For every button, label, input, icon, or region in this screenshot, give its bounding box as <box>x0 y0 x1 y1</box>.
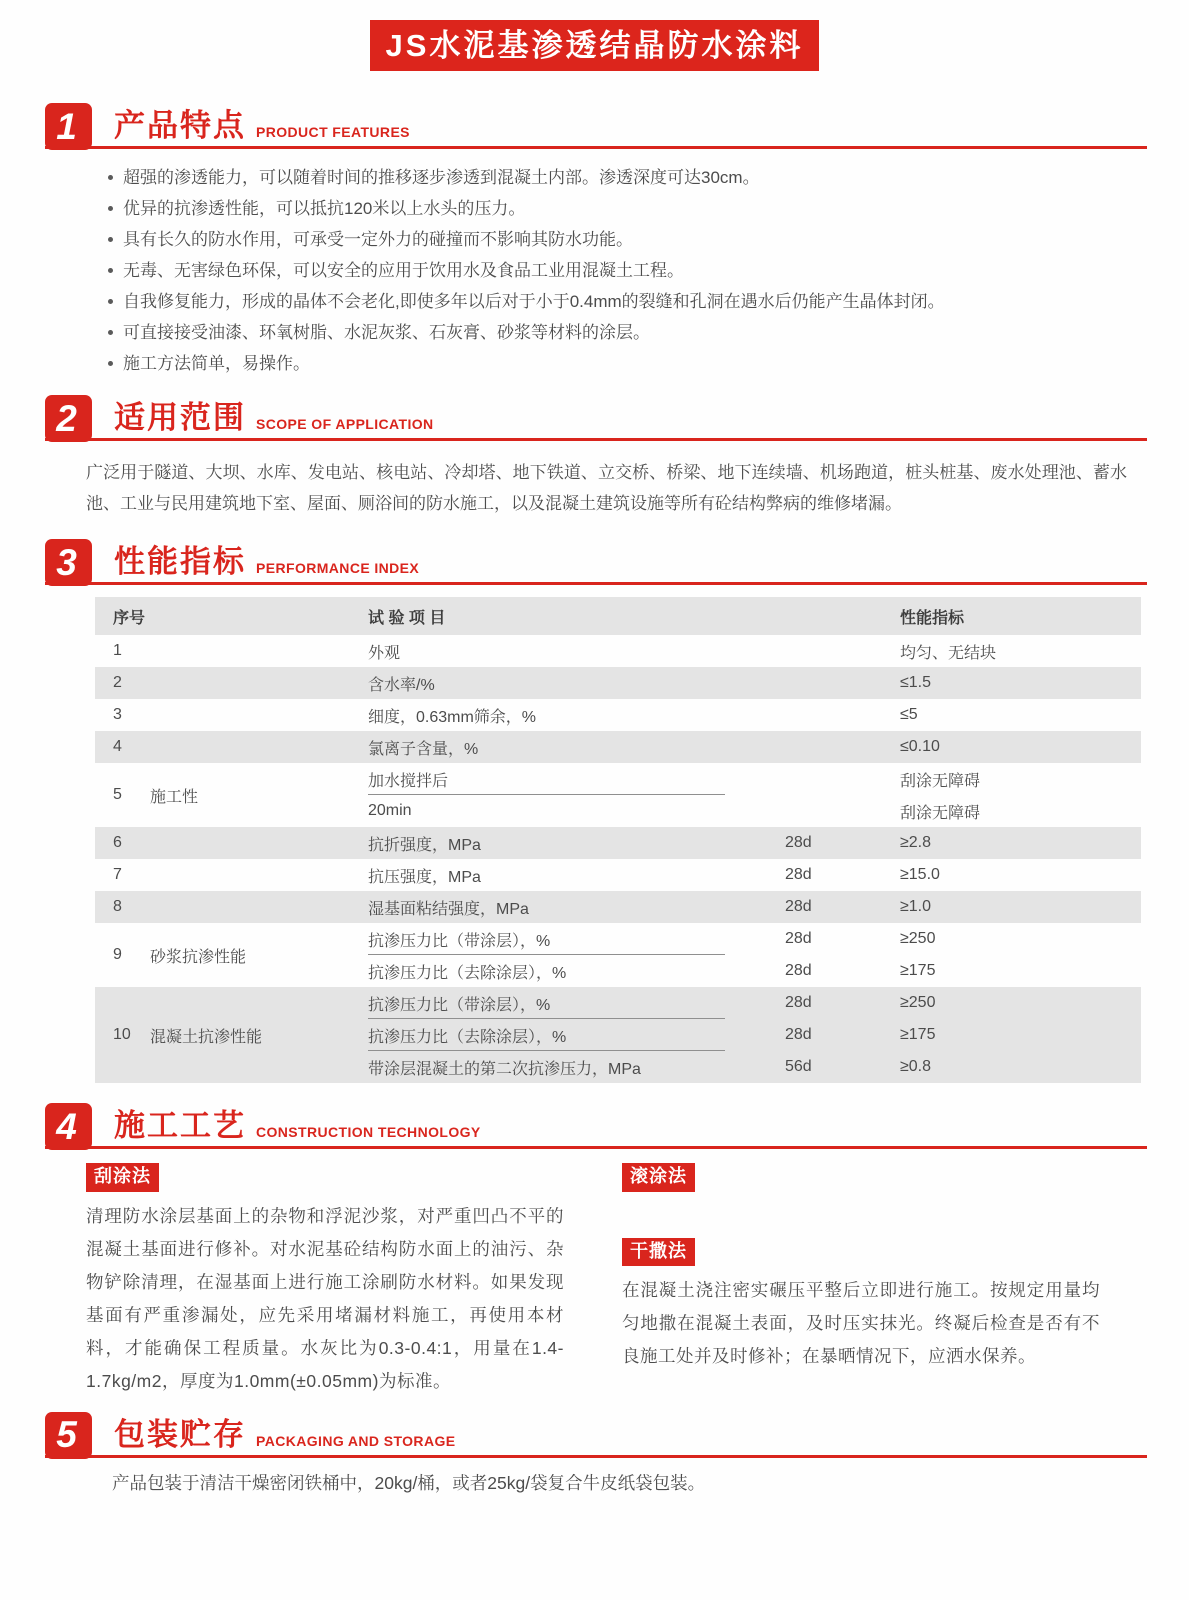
method-badge-roller: 滚涂法 <box>622 1163 695 1192</box>
cell-group <box>150 731 368 763</box>
cell-no: 5 <box>113 786 122 804</box>
cell-item: 抗折强度，MPa <box>368 836 481 854</box>
cell-group <box>150 667 368 699</box>
table-row <box>95 891 1141 923</box>
cell-index: ≥250 <box>900 930 936 948</box>
section-subtitle: SCOPE OF APPLICATION <box>256 416 434 433</box>
method-dry-sprinkle <box>622 1238 1100 1374</box>
cell-age: 28d <box>785 962 812 980</box>
section-title: 产品特点 <box>114 108 246 144</box>
cell-age: 28d <box>785 994 812 1012</box>
cell-age <box>785 635 900 667</box>
cell-no: 1 <box>113 642 122 660</box>
method-right-column <box>622 1163 1100 1398</box>
feature-item: 优异的抗渗透性能，可以抵抗120米以上水头的压力。 <box>106 193 1129 224</box>
section-title: 适用范围 <box>114 400 246 436</box>
cell-group <box>150 891 368 923</box>
section-number: 2 <box>45 395 92 442</box>
method-roller-coating <box>622 1163 1100 1192</box>
packaging-text: 产品包装于清洁干燥密闭铁桶中，20kg/桶，或者25kg/袋复合牛皮纸袋包装。 <box>112 1472 706 1493</box>
header-cell-index: 性能指标 <box>900 609 965 627</box>
section-subtitle: CONSTRUCTION TECHNOLOGY <box>256 1124 481 1141</box>
cell-item: 抗渗压力比（去除涂层），% <box>368 1019 785 1051</box>
cell-age: 28d <box>785 930 812 948</box>
cell-index: ≥175 <box>900 962 936 980</box>
cell-no: 3 <box>113 706 122 724</box>
cell-no: 7 <box>113 866 122 884</box>
section-title: 性能指标 <box>114 544 246 580</box>
section-header-packaging <box>45 1412 1147 1458</box>
section-subtitle: PRODUCT FEATURES <box>256 124 410 141</box>
table-row <box>95 987 1141 1083</box>
feature-item: 可直接接受油漆、环氧树脂、水泥灰浆、石灰膏、砂浆等材料的涂层。 <box>106 317 1129 348</box>
method-scrape-coating <box>86 1163 564 1398</box>
feature-item: 超强的渗透能力，可以随着时间的推移逐步渗透到混凝土内部。渗透深度可达30cm。 <box>106 162 1129 193</box>
scope-text: 广泛用于隧道、大坝、水库、发电站、核电站、冷却塔、地下铁道、立交桥、桥梁、地下连续墙、机场跑道，桩头桩基、废水处理池、蓄水池、工业与民用建筑地下室、屋面、厕浴间的防水施工，以及混凝土建筑设施等所有砼结构弊病的维修堵漏。 <box>86 463 1127 514</box>
cell-item: 抗压强度，MPa <box>368 868 481 886</box>
cell-age: 28d <box>785 898 812 916</box>
cell-index: ≥1.0 <box>900 898 932 916</box>
section-header-scope <box>45 395 1147 441</box>
cell-item: 氯离子含量，% <box>368 740 479 758</box>
cell-index: ≥175 <box>900 1026 936 1044</box>
section-number: 5 <box>45 1412 92 1459</box>
cell-age <box>785 763 900 795</box>
cell-group: 混凝土抗渗性能 <box>150 1028 263 1046</box>
section-number: 4 <box>45 1103 92 1150</box>
table-row <box>95 635 1141 667</box>
method-badge-dry-sprinkle: 干撒法 <box>622 1238 695 1267</box>
cell-group: 施工性 <box>150 788 199 806</box>
cell-group: 砂浆抗渗性能 <box>150 948 247 966</box>
cell-index: ≥250 <box>900 994 936 1012</box>
feature-item: 施工方法简单，易操作。 <box>106 348 1129 379</box>
performance-table <box>95 597 1141 1083</box>
cell-item: 抗渗压力比（带涂层），% <box>368 987 785 1019</box>
header-cell-no: 序号 <box>113 609 146 627</box>
cell-no: 8 <box>113 898 122 916</box>
cell-age: 28d <box>785 866 812 884</box>
table-row <box>95 923 1141 987</box>
cell-no: 9 <box>113 946 122 964</box>
page-title: JS水泥基渗透结晶防水涂料 <box>370 20 820 71</box>
method-badge-scrape: 刮涂法 <box>86 1163 159 1192</box>
construction-methods <box>86 1163 1149 1398</box>
table-row <box>95 699 1141 731</box>
cell-item: 抗渗压力比（带涂层），% <box>368 923 785 955</box>
section-header-features <box>45 103 1147 149</box>
cell-item: 20min <box>368 802 412 820</box>
section-title: 包装贮存 <box>114 1416 246 1452</box>
cell-no: 4 <box>113 738 122 756</box>
cell-item: 细度，0.63mm筛余，% <box>368 708 537 726</box>
cell-index: 刮涂无障碍 <box>900 772 981 790</box>
cell-age: 28d <box>785 1026 812 1044</box>
cell-age <box>785 795 900 827</box>
section-header-performance <box>45 539 1147 585</box>
section-subtitle: PACKAGING AND STORAGE <box>256 1432 456 1449</box>
feature-item: 无毒、无害绿色环保，可以安全的应用于饮用水及食品工业用混凝土工程。 <box>106 255 1129 286</box>
method-text-scrape: 清理防水涂层基面上的杂物和浮泥沙浆，对严重凹凸不平的混凝土基面进行修补。对水泥基砼结构防水面上的油污、杂物铲除清理，在湿基面上进行施工涂刷防水材料。如果发现基面有严重渗漏处，应先采用堵漏材料施工，再使用本材料，才能确保工程质量。水灰比为0.3-0.4:1，用量在1.4-1.7kg/m2，厚度为1.0mm(±0.05mm)为标准。 <box>86 1205 564 1391</box>
cell-item: 外观 <box>368 644 401 662</box>
section-subtitle: PERFORMANCE INDEX <box>256 560 420 577</box>
cell-item: 含水率/% <box>368 676 435 694</box>
table-row <box>95 827 1141 859</box>
header-cell-item: 试 验 项 目 <box>368 609 446 627</box>
table-row <box>95 731 1141 763</box>
feature-item: 自我修复能力，形成的晶体不会老化,即使多年以后对于小于0.4mm的裂缝和孔洞在遇水后仍能产生晶体封闭。 <box>106 286 1129 317</box>
cell-item: 带涂层混凝土的第二次抗渗压力，MPa <box>368 1060 641 1078</box>
cell-no: 2 <box>113 674 122 692</box>
header-cell-age <box>785 597 900 635</box>
cell-item: 湿基面粘结强度，MPa <box>368 900 529 918</box>
section-number: 3 <box>45 539 92 586</box>
cell-group <box>150 859 368 891</box>
cell-age <box>785 731 900 763</box>
cell-no: 10 <box>113 1026 131 1044</box>
cell-index: 均匀、无结块 <box>900 644 997 662</box>
table-header-row <box>95 597 1141 635</box>
cell-item: 抗渗压力比（去除涂层），% <box>368 964 567 982</box>
table-row <box>95 763 1141 827</box>
method-text-dry-sprinkle: 在混凝土浇注密实碾压平整后立即进行施工。按规定用量均匀地撒在混凝土表面，及时压实抹光。终凝后检查是否有不良施工处并及时修补；在暴晒情况下，应洒水保养。 <box>622 1280 1100 1367</box>
cell-index: ≥0.8 <box>900 1058 932 1076</box>
cell-index: ≤1.5 <box>900 674 932 692</box>
cell-group <box>150 827 368 859</box>
cell-group <box>150 699 368 731</box>
feature-list <box>106 162 1129 379</box>
cell-index: 刮涂无障碍 <box>900 804 981 822</box>
cell-age: 56d <box>785 1058 812 1076</box>
cell-index: ≥2.8 <box>900 834 932 852</box>
cell-no: 6 <box>113 834 122 852</box>
title-bar <box>0 0 1189 71</box>
cell-age: 28d <box>785 834 812 852</box>
cell-group <box>150 635 368 667</box>
cell-index: ≥15.0 <box>900 866 940 884</box>
cell-age <box>785 699 900 731</box>
section-number: 1 <box>45 103 92 150</box>
cell-index: ≤5 <box>900 706 918 724</box>
cell-age <box>785 667 900 699</box>
section-header-construction <box>45 1103 1147 1149</box>
feature-item: 具有长久的防水作用，可承受一定外力的碰撞而不影响其防水功能。 <box>106 224 1129 255</box>
table-row <box>95 859 1141 891</box>
cell-index: ≤0.10 <box>900 738 940 756</box>
section-title: 施工工艺 <box>114 1108 246 1144</box>
table-row <box>95 667 1141 699</box>
cell-item: 加水搅拌后 <box>368 763 785 795</box>
